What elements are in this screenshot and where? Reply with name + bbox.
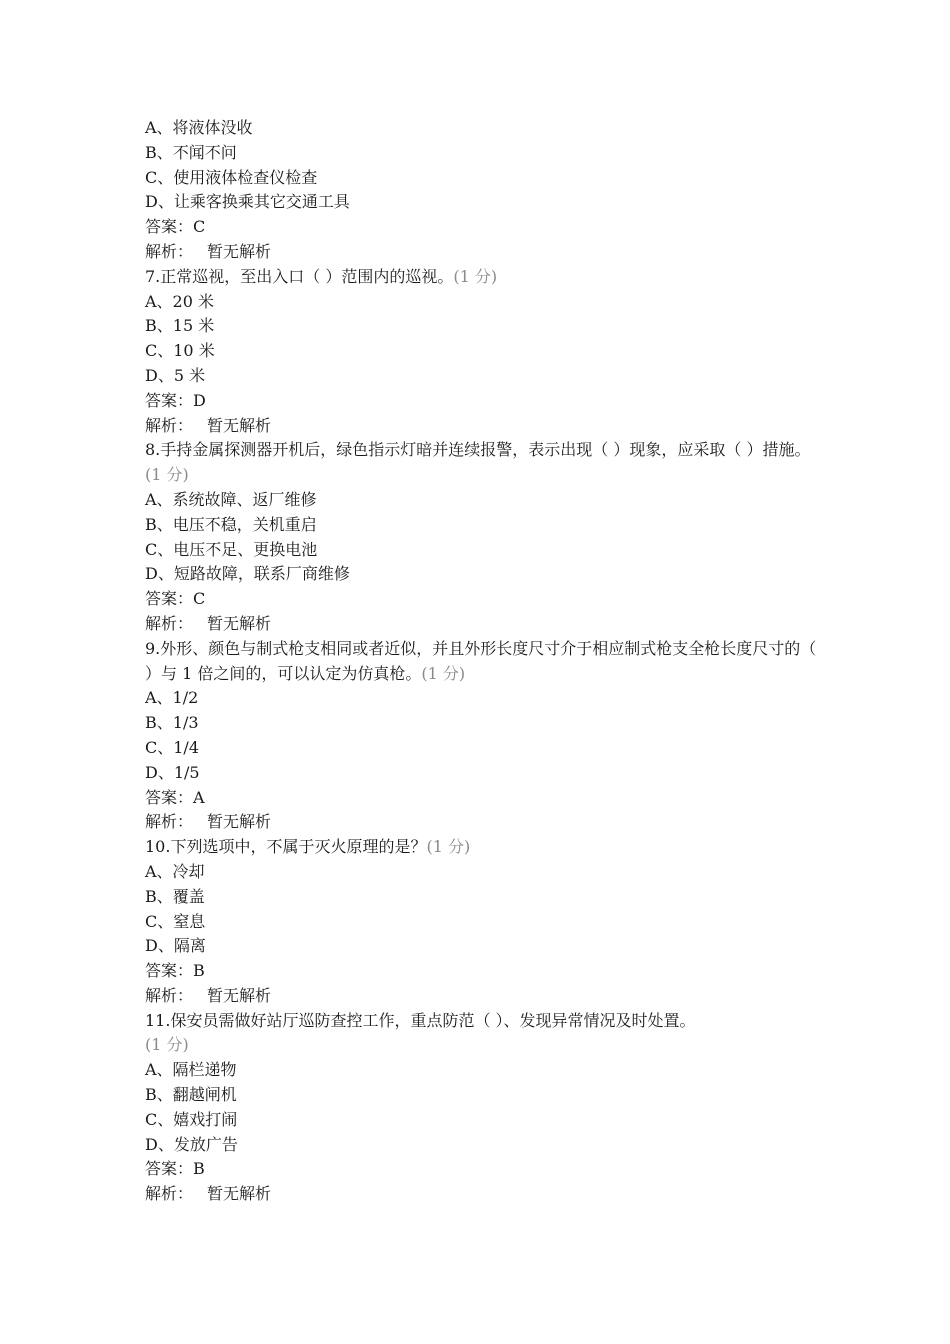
score: (1 分) (145, 1035, 189, 1055)
answer: 答案：C (145, 589, 206, 609)
option-b: B、1/3 (145, 713, 199, 733)
analysis-label: 解析： (145, 1184, 194, 1204)
option-b: B、不闻不问 (145, 142, 237, 162)
option-b: B、电压不稳，关机重启 (145, 514, 317, 534)
option-a: A、冷却 (145, 861, 205, 881)
question-9 (145, 637, 817, 835)
option-c: C、窒息 (145, 911, 206, 931)
analysis-text: 暂无解析 (207, 985, 272, 1005)
answer: 答案：A (145, 787, 205, 807)
analysis-label: 解析： (145, 613, 194, 633)
stem-text: 9.外形、颜色与制式枪支相同或者近似，并且外形长度尺寸介于相应制式枪支全枪长度尺寸的（ ）与 1 倍之间的，可以认定为仿真枪。 (145, 638, 817, 683)
score: (1 分) (426, 837, 471, 857)
question-8 (145, 438, 817, 636)
answer: 答案：B (145, 1159, 205, 1179)
question-7 (145, 265, 817, 439)
option-a: A、1/2 (145, 688, 199, 708)
score: (1 分) (453, 266, 498, 286)
option-b: B、翻越闸机 (145, 1085, 237, 1105)
option-d: D、隔离 (145, 936, 206, 956)
analysis-label: 解析： (145, 812, 194, 832)
analysis (145, 414, 817, 439)
option-c: C、1/4 (145, 737, 199, 757)
option-c: C、使用液体检查仪检查 (145, 167, 318, 187)
analysis-label: 解析： (145, 241, 194, 261)
option-a: A、将液体没收 (145, 118, 253, 137)
analysis-text: 暂无解析 (207, 812, 272, 832)
question-11 (145, 1009, 817, 1207)
answer: 答案：D (145, 390, 206, 410)
option-c: C、10 米 (145, 341, 215, 361)
analysis-text: 暂无解析 (207, 1184, 272, 1204)
score: (1 分) (421, 663, 466, 683)
analysis (145, 810, 817, 835)
question-stem (145, 637, 817, 687)
stem-text: 10.下列选项中，不属于灭火原理的是？ (145, 837, 427, 857)
option-d: D、发放广告 (145, 1134, 238, 1154)
question-stem (145, 1009, 817, 1059)
option-a: A、系统故障、返厂维修 (145, 489, 317, 509)
option-d: D、5 米 (145, 365, 206, 385)
analysis-text: 暂无解析 (207, 613, 272, 633)
analysis-text: 暂无解析 (207, 241, 272, 261)
stem-text: 8.手持金属探测器开机后，绿色指示灯暗并连续报警，表示出现（ ）现象，应采取（ ）措施。 (145, 440, 811, 460)
analysis-label: 解析： (145, 415, 194, 435)
option-a: A、20 米 (145, 291, 215, 311)
option-c: C、嬉戏打闹 (145, 1109, 238, 1129)
option-a: A、隔栏递物 (145, 1060, 237, 1080)
stem-text: 11.保安员需做好站厅巡防查控工作，重点防范（ ）、发现异常情况及时处置。 (145, 1010, 696, 1030)
question-10 (145, 835, 817, 1009)
exam-content (145, 116, 817, 1207)
score: (1 分) (145, 465, 189, 485)
analysis-text: 暂无解析 (207, 415, 272, 435)
question-stem (145, 835, 817, 860)
question-stem (145, 438, 817, 488)
analysis (145, 612, 817, 637)
option-c: C、电压不足、更换电池 (145, 539, 318, 559)
answer: 答案：C (145, 217, 206, 237)
option-d: D、1/5 (145, 762, 200, 782)
analysis (145, 1182, 817, 1207)
stem-text: 7.正常巡视，至出入口（ ）范围内的巡视。 (145, 266, 454, 286)
analysis (145, 240, 817, 265)
question-stem (145, 265, 817, 290)
option-b: B、15 米 (145, 316, 215, 336)
option-d: D、让乘客换乘其它交通工具 (145, 192, 350, 212)
lead-item (145, 116, 817, 265)
analysis (145, 984, 817, 1009)
analysis-label: 解析： (145, 985, 194, 1005)
option-d: D、短路故障，联系厂商维修 (145, 564, 350, 584)
answer: 答案：B (145, 961, 205, 981)
option-b: B、覆盖 (145, 886, 205, 906)
